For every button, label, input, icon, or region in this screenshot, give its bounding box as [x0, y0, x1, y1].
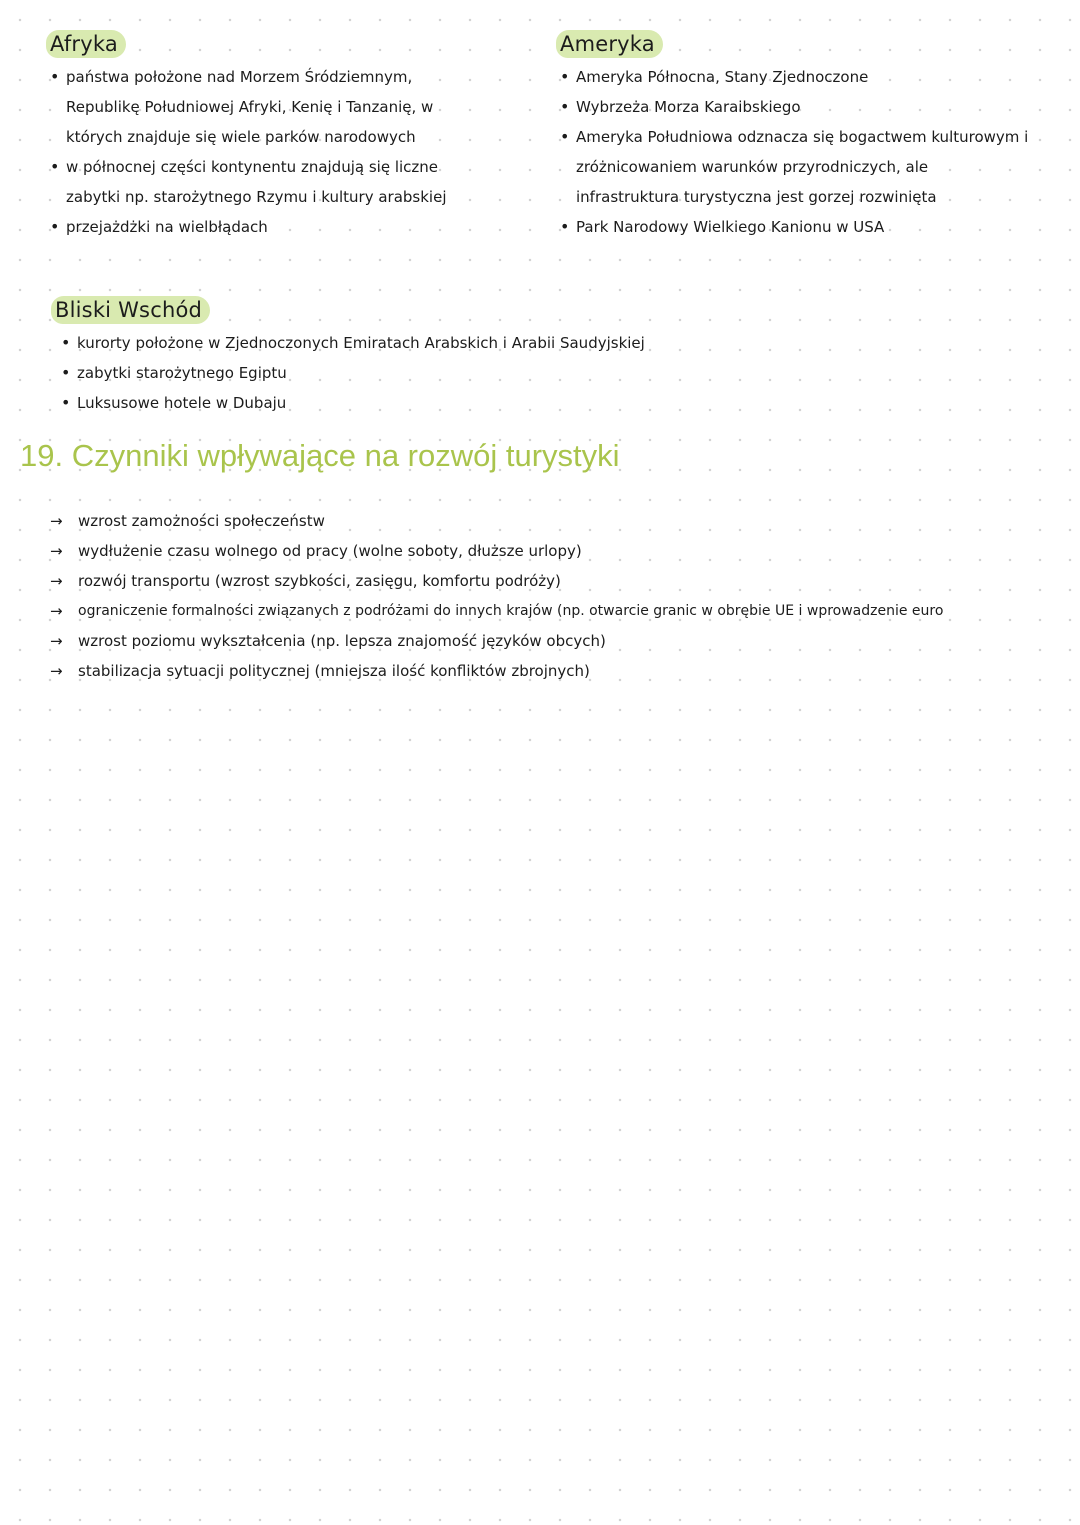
arrow-right-icon: → [50, 662, 63, 680]
bliski-wschod-section [55, 296, 675, 418]
ameryka-heading: Ameryka [556, 30, 663, 58]
ameryka-section [560, 30, 1030, 242]
afryka-section [50, 30, 490, 242]
list-item [50, 506, 943, 536]
ameryka-list [560, 62, 1030, 242]
arrow-right-icon: → [50, 632, 63, 650]
list-item: • zabytki starożytnego Egiptu [61, 358, 675, 388]
factor-text: stabilizacja sytuacji politycznej (mniejsza ilość konfliktów zbrojnych) [78, 662, 590, 680]
list-item: • państwa położone nad Morzem Śródziemnym, Republikę Południowej Afryki, Kenię i Tanzanię, w których znajduje się wiele parków narodowych [50, 62, 490, 152]
factors-list [50, 506, 943, 686]
factor-text: rozwój transportu (wzrost szybkości, zasięgu, komfortu podróży) [78, 572, 561, 590]
factor-text: wydłużenie czasu wolnego od pracy (wolne soboty, dłuższe urlopy) [78, 542, 582, 560]
bliski-wschod-list [61, 328, 675, 418]
list-item: • przejażdżki na wielbłądach [50, 212, 490, 242]
list-item: • Ameryka Południowa odznacza się bogactwem kulturowym i zróżnicowaniem warunków przyrodniczych, ale infrastruktura turystyczna jest gorzej rozwinięta [560, 122, 1030, 212]
afryka-list [50, 62, 490, 242]
list-item: • Park Narodowy Wielkiego Kanionu w USA [560, 212, 1030, 242]
arrow-right-icon: → [50, 512, 63, 530]
list-item: • Ameryka Północna, Stany Zjednoczone [560, 62, 1030, 92]
arrow-right-icon: → [50, 542, 63, 560]
list-item: • Luksusowe hotele w Dubaju [61, 388, 675, 418]
list-item [50, 596, 943, 626]
afryka-heading: Afryka [46, 30, 126, 58]
list-item: • kurorty położone w Zjednoczonych Emiratach Arabskich i Arabii Saudyjskiej [61, 328, 675, 358]
factor-text: wzrost poziomu wykształcenia (np. lepsza znajomość języków obcych) [78, 632, 606, 650]
list-item [50, 626, 943, 656]
list-item [50, 656, 943, 686]
list-item: • w północnej części kontynentu znajdują się liczne zabytki np. starożytnego Rzymu i kultury arabskiej [50, 152, 490, 212]
list-item [50, 536, 943, 566]
list-item: • Wybrzeża Morza Karaibskiego [560, 92, 1030, 122]
factor-text: ograniczenie formalności związanych z podróżami do innych krajów (np. otwarcie granic w obrębie UE i wprowadzenie euro [78, 603, 944, 619]
bliski-wschod-heading: Bliski Wschód [51, 296, 210, 324]
section-title: 19. Czynniki wpływające na rozwój turystyki [20, 438, 620, 473]
factor-text: wzrost zamożności społeczeństw [78, 512, 325, 530]
arrow-right-icon: → [50, 572, 63, 590]
arrow-right-icon: → [50, 602, 63, 620]
list-item [50, 566, 943, 596]
